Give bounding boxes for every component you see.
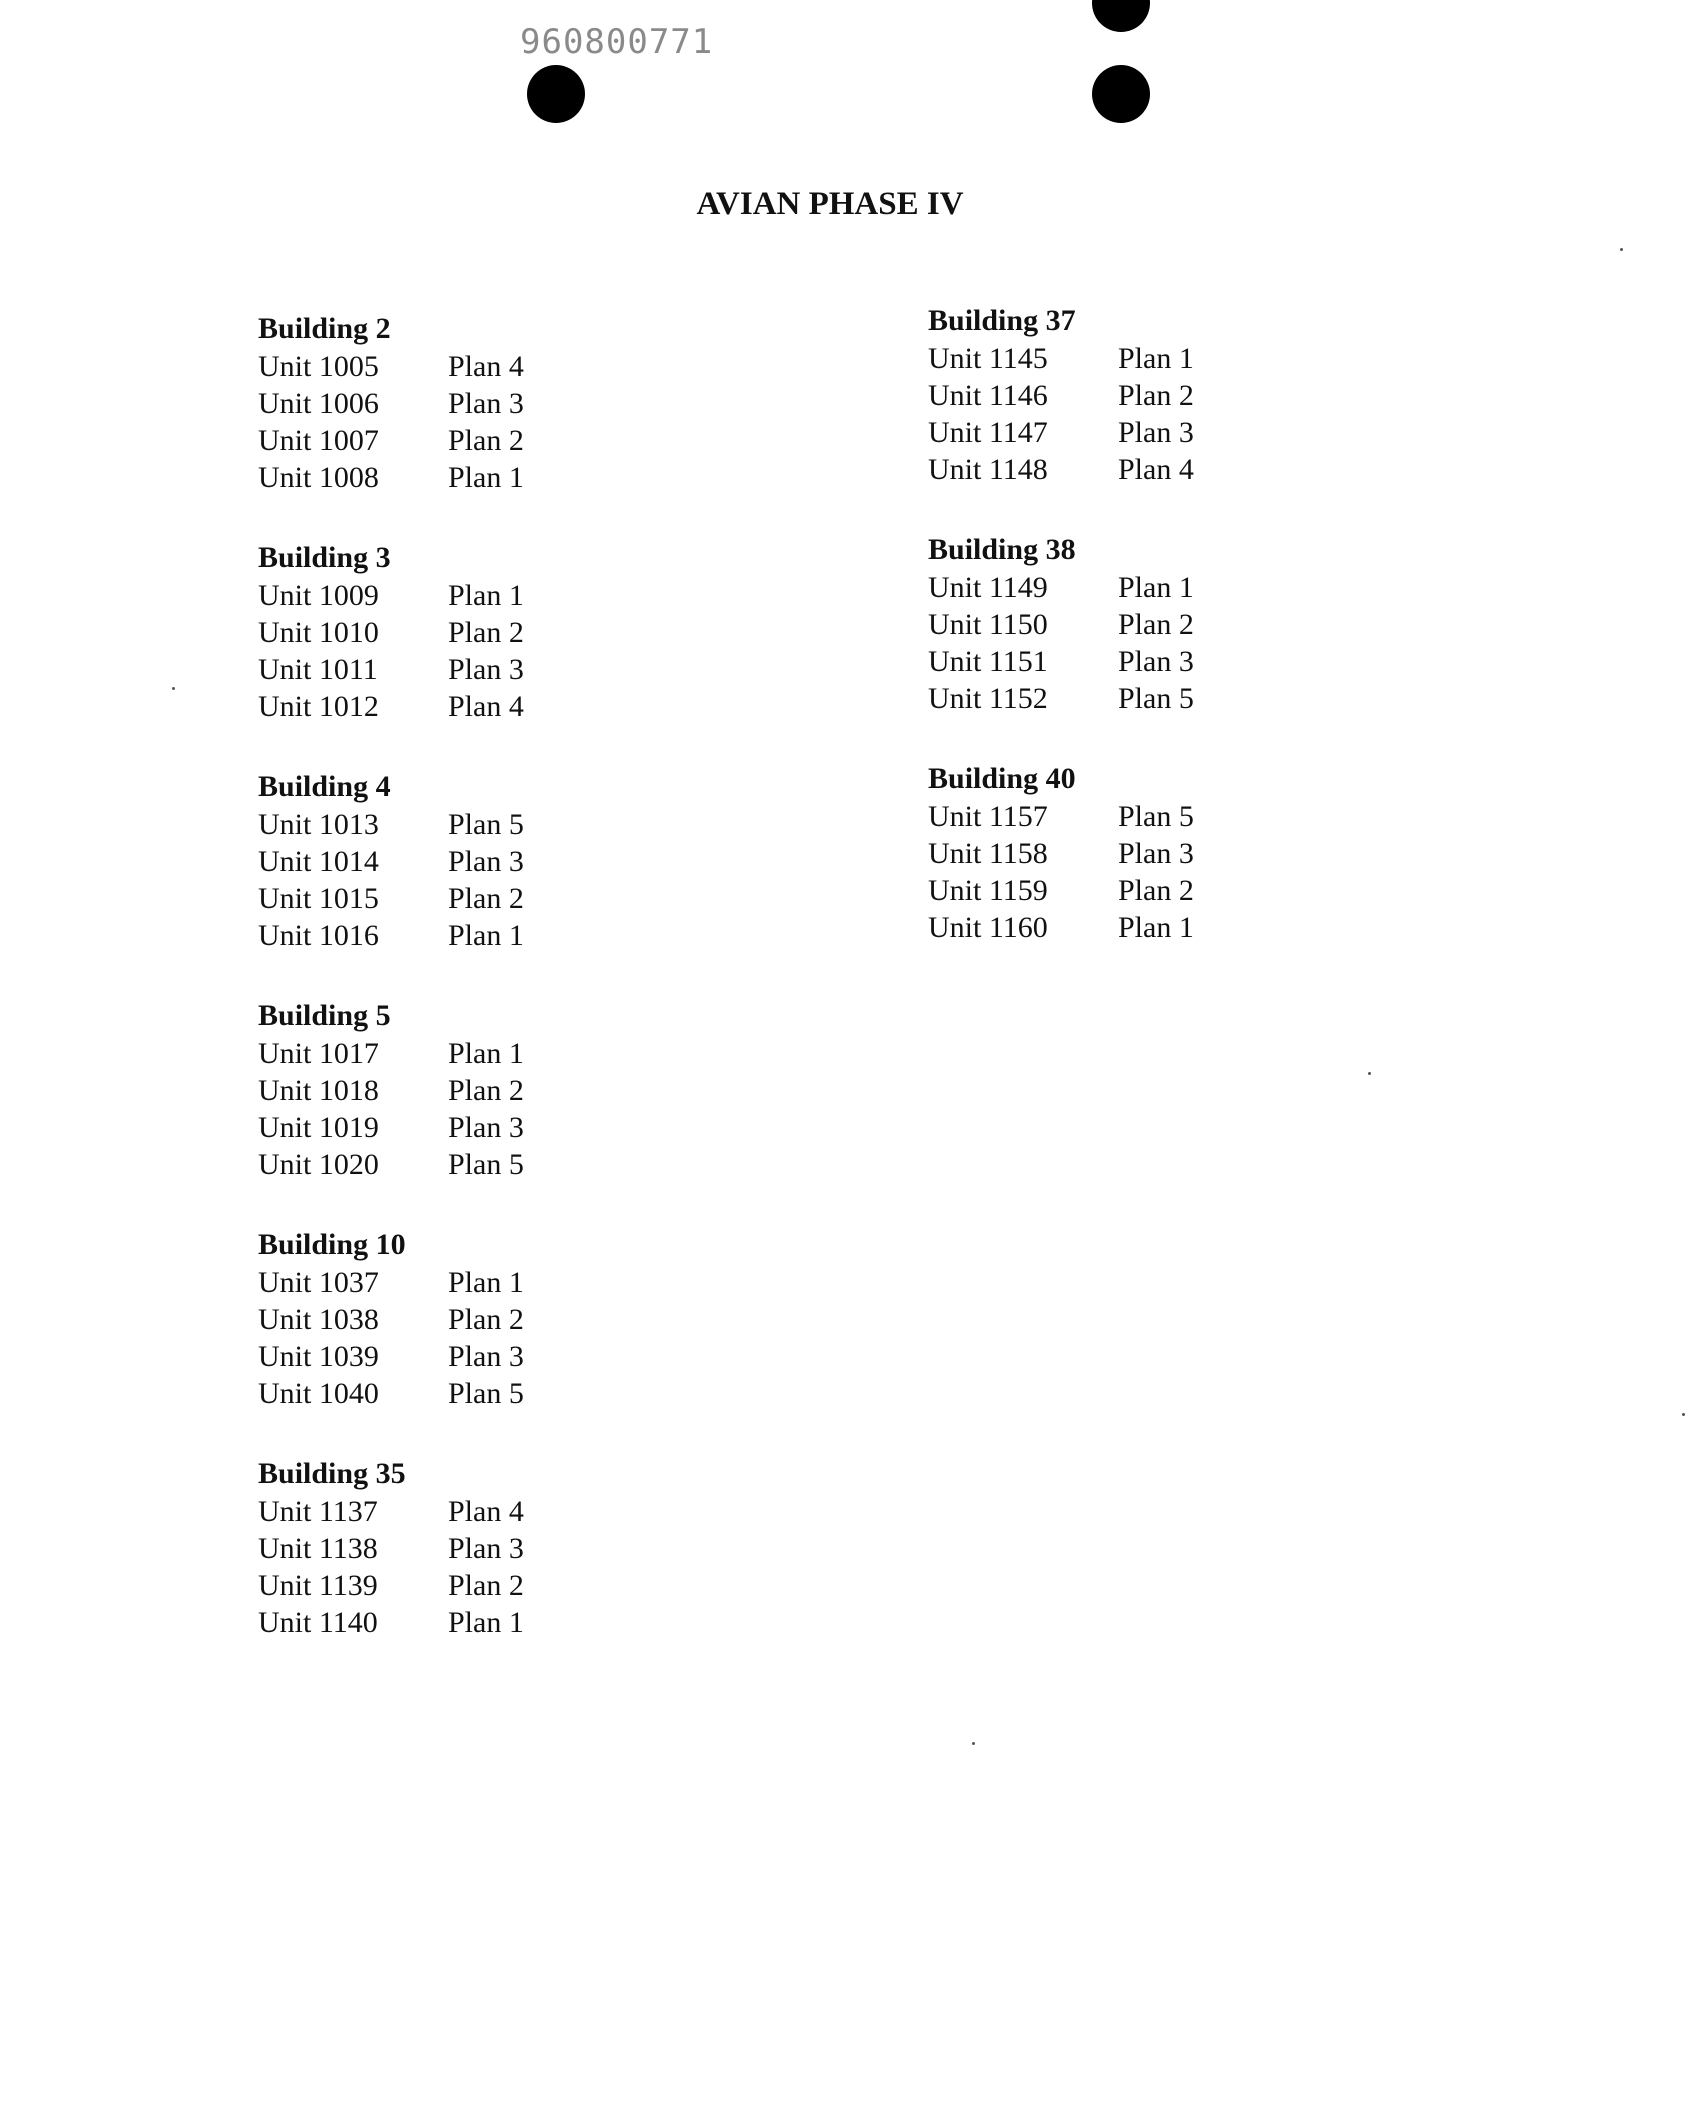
scan-speck (1368, 1072, 1371, 1075)
plan-label: Plan 1 (448, 1606, 524, 1639)
building-group-building-10 (258, 1226, 568, 1412)
unit-label: Unit 1145 (928, 342, 1048, 375)
unit-label: Unit 1040 (258, 1377, 379, 1410)
plan-label: Plan 2 (448, 424, 524, 457)
unit-label: Unit 1158 (928, 837, 1048, 870)
unit-row (928, 606, 1238, 643)
unit-label: Unit 1020 (258, 1148, 379, 1181)
building-heading: Building 4 (258, 770, 391, 803)
unit-row (258, 385, 568, 422)
unit-label: Unit 1147 (928, 416, 1048, 449)
plan-label: Plan 2 (448, 882, 524, 915)
plan-label: Plan 1 (1118, 571, 1194, 604)
plan-label: Plan 5 (448, 1148, 524, 1181)
plan-label: Plan 3 (448, 845, 524, 878)
unit-label: Unit 1019 (258, 1111, 379, 1144)
building-heading: Building 5 (258, 999, 391, 1032)
building-group-building-37 (928, 302, 1238, 488)
unit-label: Unit 1008 (258, 461, 379, 494)
unit-row (258, 843, 568, 880)
unit-label: Unit 1152 (928, 682, 1048, 715)
unit-label: Unit 1009 (258, 579, 379, 612)
plan-label: Plan 5 (448, 1377, 524, 1410)
plan-label: Plan 1 (448, 919, 524, 952)
unit-label: Unit 1018 (258, 1074, 379, 1107)
building-heading: Building 35 (258, 1457, 406, 1490)
scan-speck (1682, 1413, 1685, 1416)
building-group-building-4 (258, 768, 568, 954)
unit-row (928, 835, 1238, 872)
unit-label: Unit 1011 (258, 653, 378, 686)
punch-hole-right (1092, 65, 1150, 123)
unit-label: Unit 1151 (928, 645, 1048, 678)
building-heading: Building 40 (928, 762, 1076, 795)
plan-label: Plan 4 (448, 1495, 524, 1528)
unit-row (258, 1338, 568, 1375)
unit-label: Unit 1007 (258, 424, 379, 457)
building-group-building-5 (258, 997, 568, 1183)
plan-label: Plan 2 (448, 1569, 524, 1602)
unit-row (258, 1301, 568, 1338)
punch-hole-top-left (527, 65, 585, 123)
unit-row (928, 872, 1238, 909)
unit-row (928, 414, 1238, 451)
plan-label: Plan 3 (448, 387, 524, 420)
unit-row (258, 1375, 568, 1412)
plan-label: Plan 2 (448, 1074, 524, 1107)
building-heading: Building 2 (258, 312, 391, 345)
unit-row (258, 422, 568, 459)
plan-label: Plan 1 (1118, 342, 1194, 375)
plan-label: Plan 1 (448, 1266, 524, 1299)
scan-speck (172, 687, 175, 690)
plan-label: Plan 2 (448, 616, 524, 649)
building-group-building-3 (258, 539, 568, 725)
unit-label: Unit 1149 (928, 571, 1048, 604)
plan-label: Plan 2 (448, 1303, 524, 1336)
building-group-building-40 (928, 760, 1238, 946)
plan-label: Plan 3 (448, 653, 524, 686)
unit-label: Unit 1017 (258, 1037, 379, 1070)
unit-label: Unit 1010 (258, 616, 379, 649)
building-heading: Building 38 (928, 533, 1076, 566)
unit-label: Unit 1159 (928, 874, 1048, 907)
unit-row (928, 340, 1238, 377)
unit-row (258, 806, 568, 843)
plan-label: Plan 2 (1118, 379, 1194, 412)
unit-row (258, 1493, 568, 1530)
unit-row (928, 680, 1238, 717)
unit-label: Unit 1039 (258, 1340, 379, 1373)
unit-row (258, 614, 568, 651)
building-group-building-2 (258, 310, 568, 496)
unit-label: Unit 1137 (258, 1495, 378, 1528)
unit-row (258, 1604, 568, 1641)
plan-label: Plan 4 (448, 350, 524, 383)
unit-label: Unit 1146 (928, 379, 1048, 412)
unit-row (258, 688, 568, 725)
unit-label: Unit 1160 (928, 911, 1048, 944)
unit-row (258, 651, 568, 688)
unit-row (258, 577, 568, 614)
unit-row (258, 459, 568, 496)
unit-label: Unit 1150 (928, 608, 1048, 641)
unit-label: Unit 1016 (258, 919, 379, 952)
page-title: AVIAN PHASE IV (696, 186, 964, 222)
unit-label: Unit 1005 (258, 350, 379, 383)
unit-label: Unit 1015 (258, 882, 379, 915)
plan-label: Plan 3 (1118, 645, 1194, 678)
plan-label: Plan 2 (1118, 608, 1194, 641)
building-heading: Building 3 (258, 541, 391, 574)
plan-label: Plan 1 (448, 1037, 524, 1070)
unit-label: Unit 1138 (258, 1532, 378, 1565)
unit-row (258, 1146, 568, 1183)
unit-label: Unit 1037 (258, 1266, 379, 1299)
unit-row (258, 880, 568, 917)
unit-label: Unit 1139 (258, 1569, 378, 1602)
unit-label: Unit 1014 (258, 845, 379, 878)
unit-label: Unit 1013 (258, 808, 379, 841)
plan-label: Plan 4 (448, 690, 524, 723)
plan-label: Plan 3 (1118, 416, 1194, 449)
unit-row (928, 377, 1238, 414)
plan-label: Plan 2 (1118, 874, 1194, 907)
plan-label: Plan 3 (448, 1111, 524, 1144)
unit-row (258, 917, 568, 954)
plan-label: Plan 5 (1118, 800, 1194, 833)
building-group-building-35 (258, 1455, 568, 1641)
unit-row (258, 1264, 568, 1301)
plan-label: Plan 3 (1118, 837, 1194, 870)
unit-row (258, 1567, 568, 1604)
unit-label: Unit 1140 (258, 1606, 378, 1639)
plan-label: Plan 1 (448, 579, 524, 612)
unit-row (258, 1035, 568, 1072)
left-column (258, 310, 568, 1684)
right-column (928, 302, 1238, 989)
building-group-building-38 (928, 531, 1238, 717)
unit-row (258, 1530, 568, 1567)
document-stamp-number: 960800771 (520, 22, 714, 62)
plan-label: Plan 1 (1118, 911, 1194, 944)
plan-label: Plan 5 (448, 808, 524, 841)
plan-label: Plan 4 (1118, 453, 1194, 486)
unit-row (928, 451, 1238, 488)
unit-label: Unit 1148 (928, 453, 1048, 486)
scan-speck (972, 1742, 975, 1745)
unit-row (258, 348, 568, 385)
unit-row (928, 569, 1238, 606)
unit-row (928, 909, 1238, 946)
plan-label: Plan 5 (1118, 682, 1194, 715)
plan-label: Plan 3 (448, 1532, 524, 1565)
unit-label: Unit 1012 (258, 690, 379, 723)
building-heading: Building 10 (258, 1228, 406, 1261)
punch-hole-top-right (1092, 0, 1150, 32)
unit-row (258, 1109, 568, 1146)
unit-label: Unit 1006 (258, 387, 379, 420)
unit-label: Unit 1038 (258, 1303, 379, 1336)
unit-row (258, 1072, 568, 1109)
unit-row (928, 798, 1238, 835)
building-heading: Building 37 (928, 304, 1076, 337)
unit-label: Unit 1157 (928, 800, 1048, 833)
plan-label: Plan 1 (448, 461, 524, 494)
unit-row (928, 643, 1238, 680)
scan-speck (1620, 248, 1623, 251)
plan-label: Plan 3 (448, 1340, 524, 1373)
